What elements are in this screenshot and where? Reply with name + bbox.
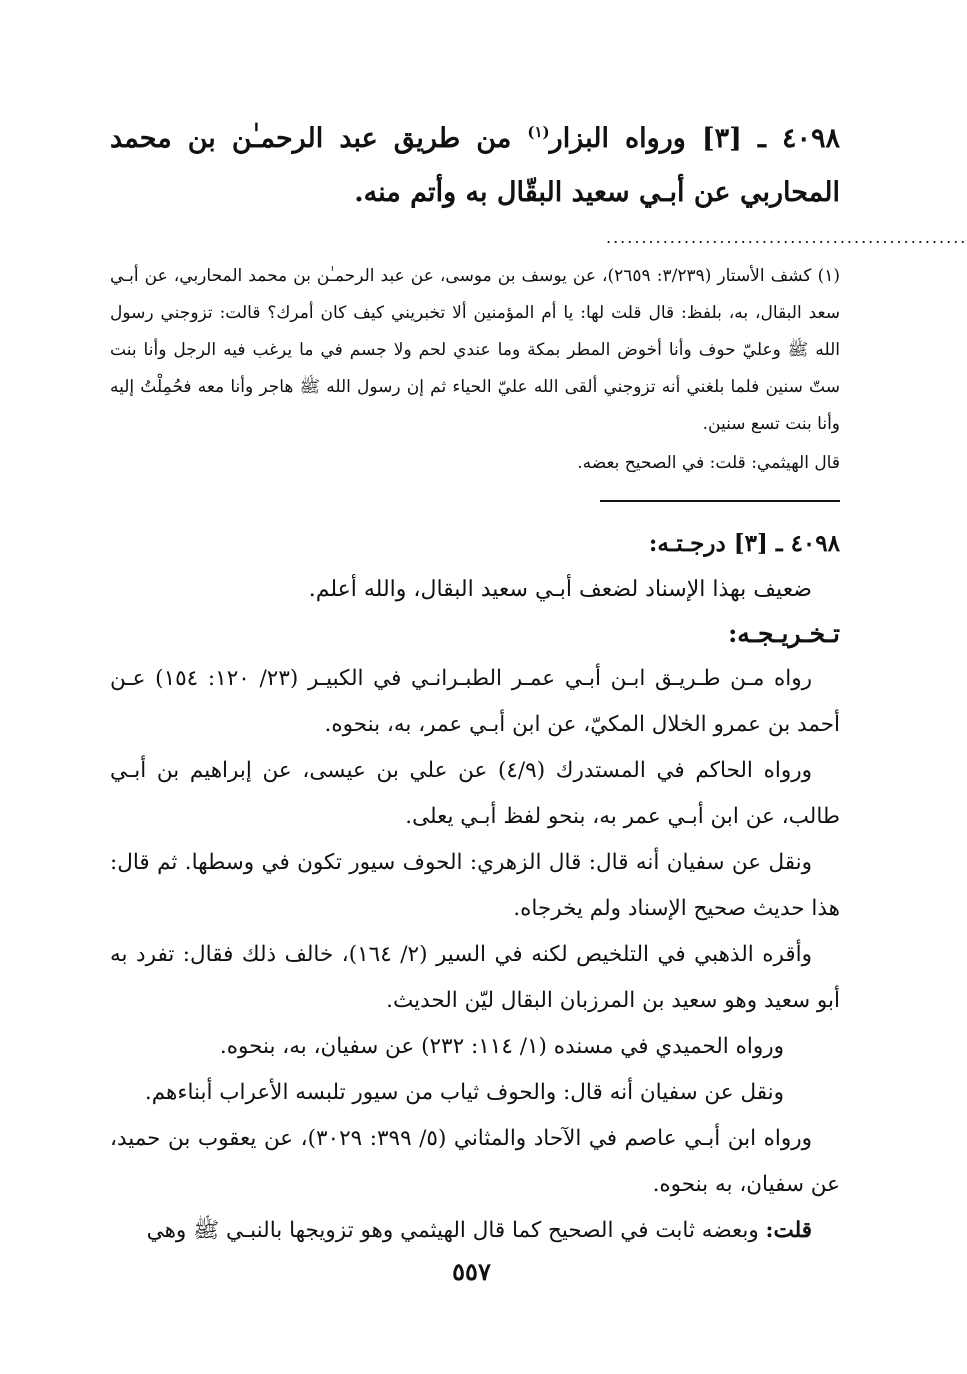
footnote-number: (١) bbox=[817, 266, 840, 286]
takhrij-paragraph: ورواه الحميدي في مسنده (١/ ١١٤: ٢٣٢) عن سفيان، به، بنحوه. bbox=[219, 1034, 784, 1059]
section-divider bbox=[600, 500, 840, 502]
takhrij-paragraph: وأقره الذهبي في التلخيص لكنه في السير (٢/ ١٦٤)، خالف ذلك فقال: تفرد به أبو سعيد وهو سعيد بن المرزبان البقال ليّن الحديث. bbox=[110, 942, 840, 1013]
takhrij-paragraph: ونقل عن سفيان أنه قال: قال الزهري: الحوف سيور تكون في وسطها. ثم قال: هذا حديث صحيح الإسناد ولم يخرجاه. bbox=[110, 850, 840, 921]
footnote-text: كشف الأستار (٣/٢٣٩: ٢٦٥٩)، عن يوسف بن موسى، عن عبد الرحمـٰن بن محمد المحاربي، عن أبـي سعد البقال، به، بلفظ: قال قلت لها: يا أم المؤمنين ألا تخبريني كيف كان أمرك؟ قالت: تزوجني رسول الله ﷺ وعليّ حوف وأنا أخوض المطر بمكة وما عندي لحم ولا جسم في ما يرغب فيه الرجل وأنا بنت ستّ سنين فلما بلغني أنه تزوجني ألقى الله عليّ الحياء ثم إن رسول الله ﷺ هاجر وأنا معه فحُمِلْتُ إليه وأنا بنت تسع سنين. bbox=[110, 266, 840, 434]
footnote-separator-dots: ................................................... bbox=[606, 228, 967, 247]
takhrij-paragraph: ورواه ابن أبـي عاصم في الآحاد والمثاني (٥/ ٣٩٩: ٣٠٢٩)، عن يعقوب بن حميد، عن سفيان، به بنحوه. bbox=[110, 1126, 840, 1197]
takhrij-body bbox=[110, 656, 840, 1254]
grade-heading: ٤٠٩٨ ـ [٣] درجـتـه: bbox=[648, 530, 840, 557]
footnote-body bbox=[110, 258, 840, 443]
conclusion-lead: قلت: bbox=[765, 1218, 812, 1243]
page-number: ٥٥٧ bbox=[452, 1257, 491, 1286]
conclusion-text: وبعضه ثابت في الصحيح كما قال الهيثمي وهو تزويجها بالنبـي ﷺ وهي bbox=[146, 1218, 766, 1243]
takhrij-paragraph: رواه مـن طـريـق ابـن أبـي عمـر الطبـرانـي في الكبيـر (٢٣/ ١٢٠: ١٥٤) عـن أحمد بن عمرو الخلال المكيّ، عن ابن أبـي عمر، به، بنحوه. bbox=[110, 666, 840, 737]
footnote-reference[interactable]: (١) bbox=[527, 123, 550, 141]
takhrij-conclusion bbox=[110, 1208, 840, 1254]
grade-section bbox=[110, 568, 840, 612]
takhrij-heading: تـخـريـجـه: bbox=[728, 619, 840, 648]
takhrij-paragraph: ونقل عن سفيان أنه قال: والحوف ثياب من سيور تلبسه الأعراب أبناءهم. bbox=[144, 1080, 784, 1105]
entry-text-start: ٤٠٩٨ ـ [٣] ورواه البزار bbox=[549, 123, 840, 154]
main-hadith-entry bbox=[110, 105, 840, 220]
grade-text: ضعيف بهذا الإسناد لضعف أبـي سعيد البقال، والله أعلم. bbox=[308, 577, 812, 602]
footnote-haythami-note: قال الهيثمي: قلت: في الصحيح بعضه. bbox=[577, 453, 840, 473]
entry-text-end: من طريق عبد الرحمـٰن بن محمد المحاربي عن أبـي سعيد البقّال به وأتم منه. bbox=[110, 123, 840, 208]
takhrij-paragraph: ورواه الحاكم في المستدرك (٤/٩) عن علي بن عيسى، عن إبراهيم بن أبـي طالب، عن ابن أبـي عمر به، بنحو لفظ أبـي يعلى. bbox=[110, 758, 840, 829]
footnote bbox=[110, 258, 840, 482]
